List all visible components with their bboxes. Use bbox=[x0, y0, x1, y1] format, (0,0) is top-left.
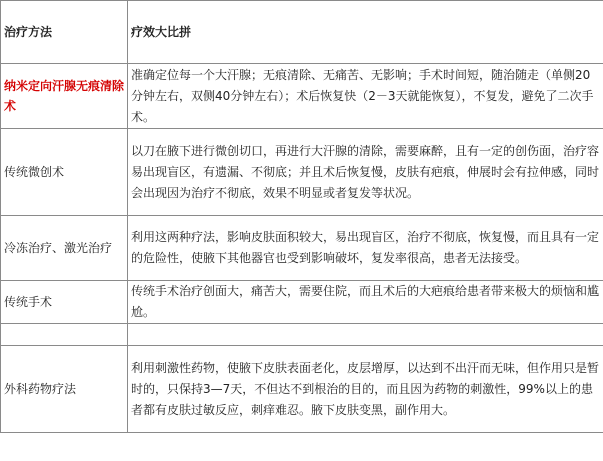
method-traditional-minimally-invasive: 传统微创术 bbox=[1, 129, 128, 216]
table-row-empty bbox=[1, 324, 603, 346]
header-method: 治疗方法 bbox=[1, 1, 128, 64]
method-nano-sweat-gland-removal: 纳米定向汗腺无痕清除术 bbox=[1, 64, 128, 129]
method-cryo-laser: 冷冻治疗、激光治疗 bbox=[1, 216, 128, 281]
method-empty bbox=[1, 324, 128, 346]
detail-traditional-surgery: 传统手术治疗创面大，痛苦大，需要住院，而且术后的大疤痕给患者带来极大的烦恼和尴尬。 bbox=[128, 281, 603, 324]
table-row bbox=[1, 129, 603, 216]
table-header-row bbox=[1, 1, 603, 64]
table-row bbox=[1, 281, 603, 324]
detail-empty bbox=[128, 324, 603, 346]
detail-topical-drug: 利用刺激性药物，使腋下皮肤表面老化，皮层增厚，以达到不出汗而无味，但作用只是暂时的，只保持3—7天，不但达不到根治的目的，而且因为药物的刺激性，99%以上的患者都有皮肤过敏反应，刺痒难忍。腋下皮肤变黑，副作用大。 bbox=[128, 346, 603, 433]
table-row bbox=[1, 64, 603, 129]
detail-traditional-minimally-invasive: 以刀在腋下进行微创切口，再进行大汗腺的清除，需要麻醉，且有一定的创伤面，治疗容易出现盲区，有遗漏、不彻底；并且术后恢复慢，皮肤有疤痕，伸展时会有拉伸感，同时会出现因为治疗不彻底，效果不明显或者复发等状况。 bbox=[128, 129, 603, 216]
table-row bbox=[1, 216, 603, 281]
detail-cryo-laser: 利用这两种疗法，影响皮肤面积较大，易出现盲区，治疗不彻底，恢复慢，而且具有一定的危险性，使腋下其他器官也受到影响破坏，复发率很高，患者无法接受。 bbox=[128, 216, 603, 281]
detail-nano-sweat-gland-removal: 准确定位每一个大汗腺；无痕清除、无痛苦、无影响；手术时间短，随治随走（单侧20分钟左右，双侧40分钟左右）；术后恢复快（2－3天就能恢复），不复发，避免了二次手术。 bbox=[128, 64, 603, 129]
method-traditional-surgery: 传统手术 bbox=[1, 281, 128, 324]
table-row bbox=[1, 346, 603, 433]
header-comparison: 疗效大比拼 bbox=[128, 1, 603, 64]
method-topical-drug: 外科药物疗法 bbox=[1, 346, 128, 433]
